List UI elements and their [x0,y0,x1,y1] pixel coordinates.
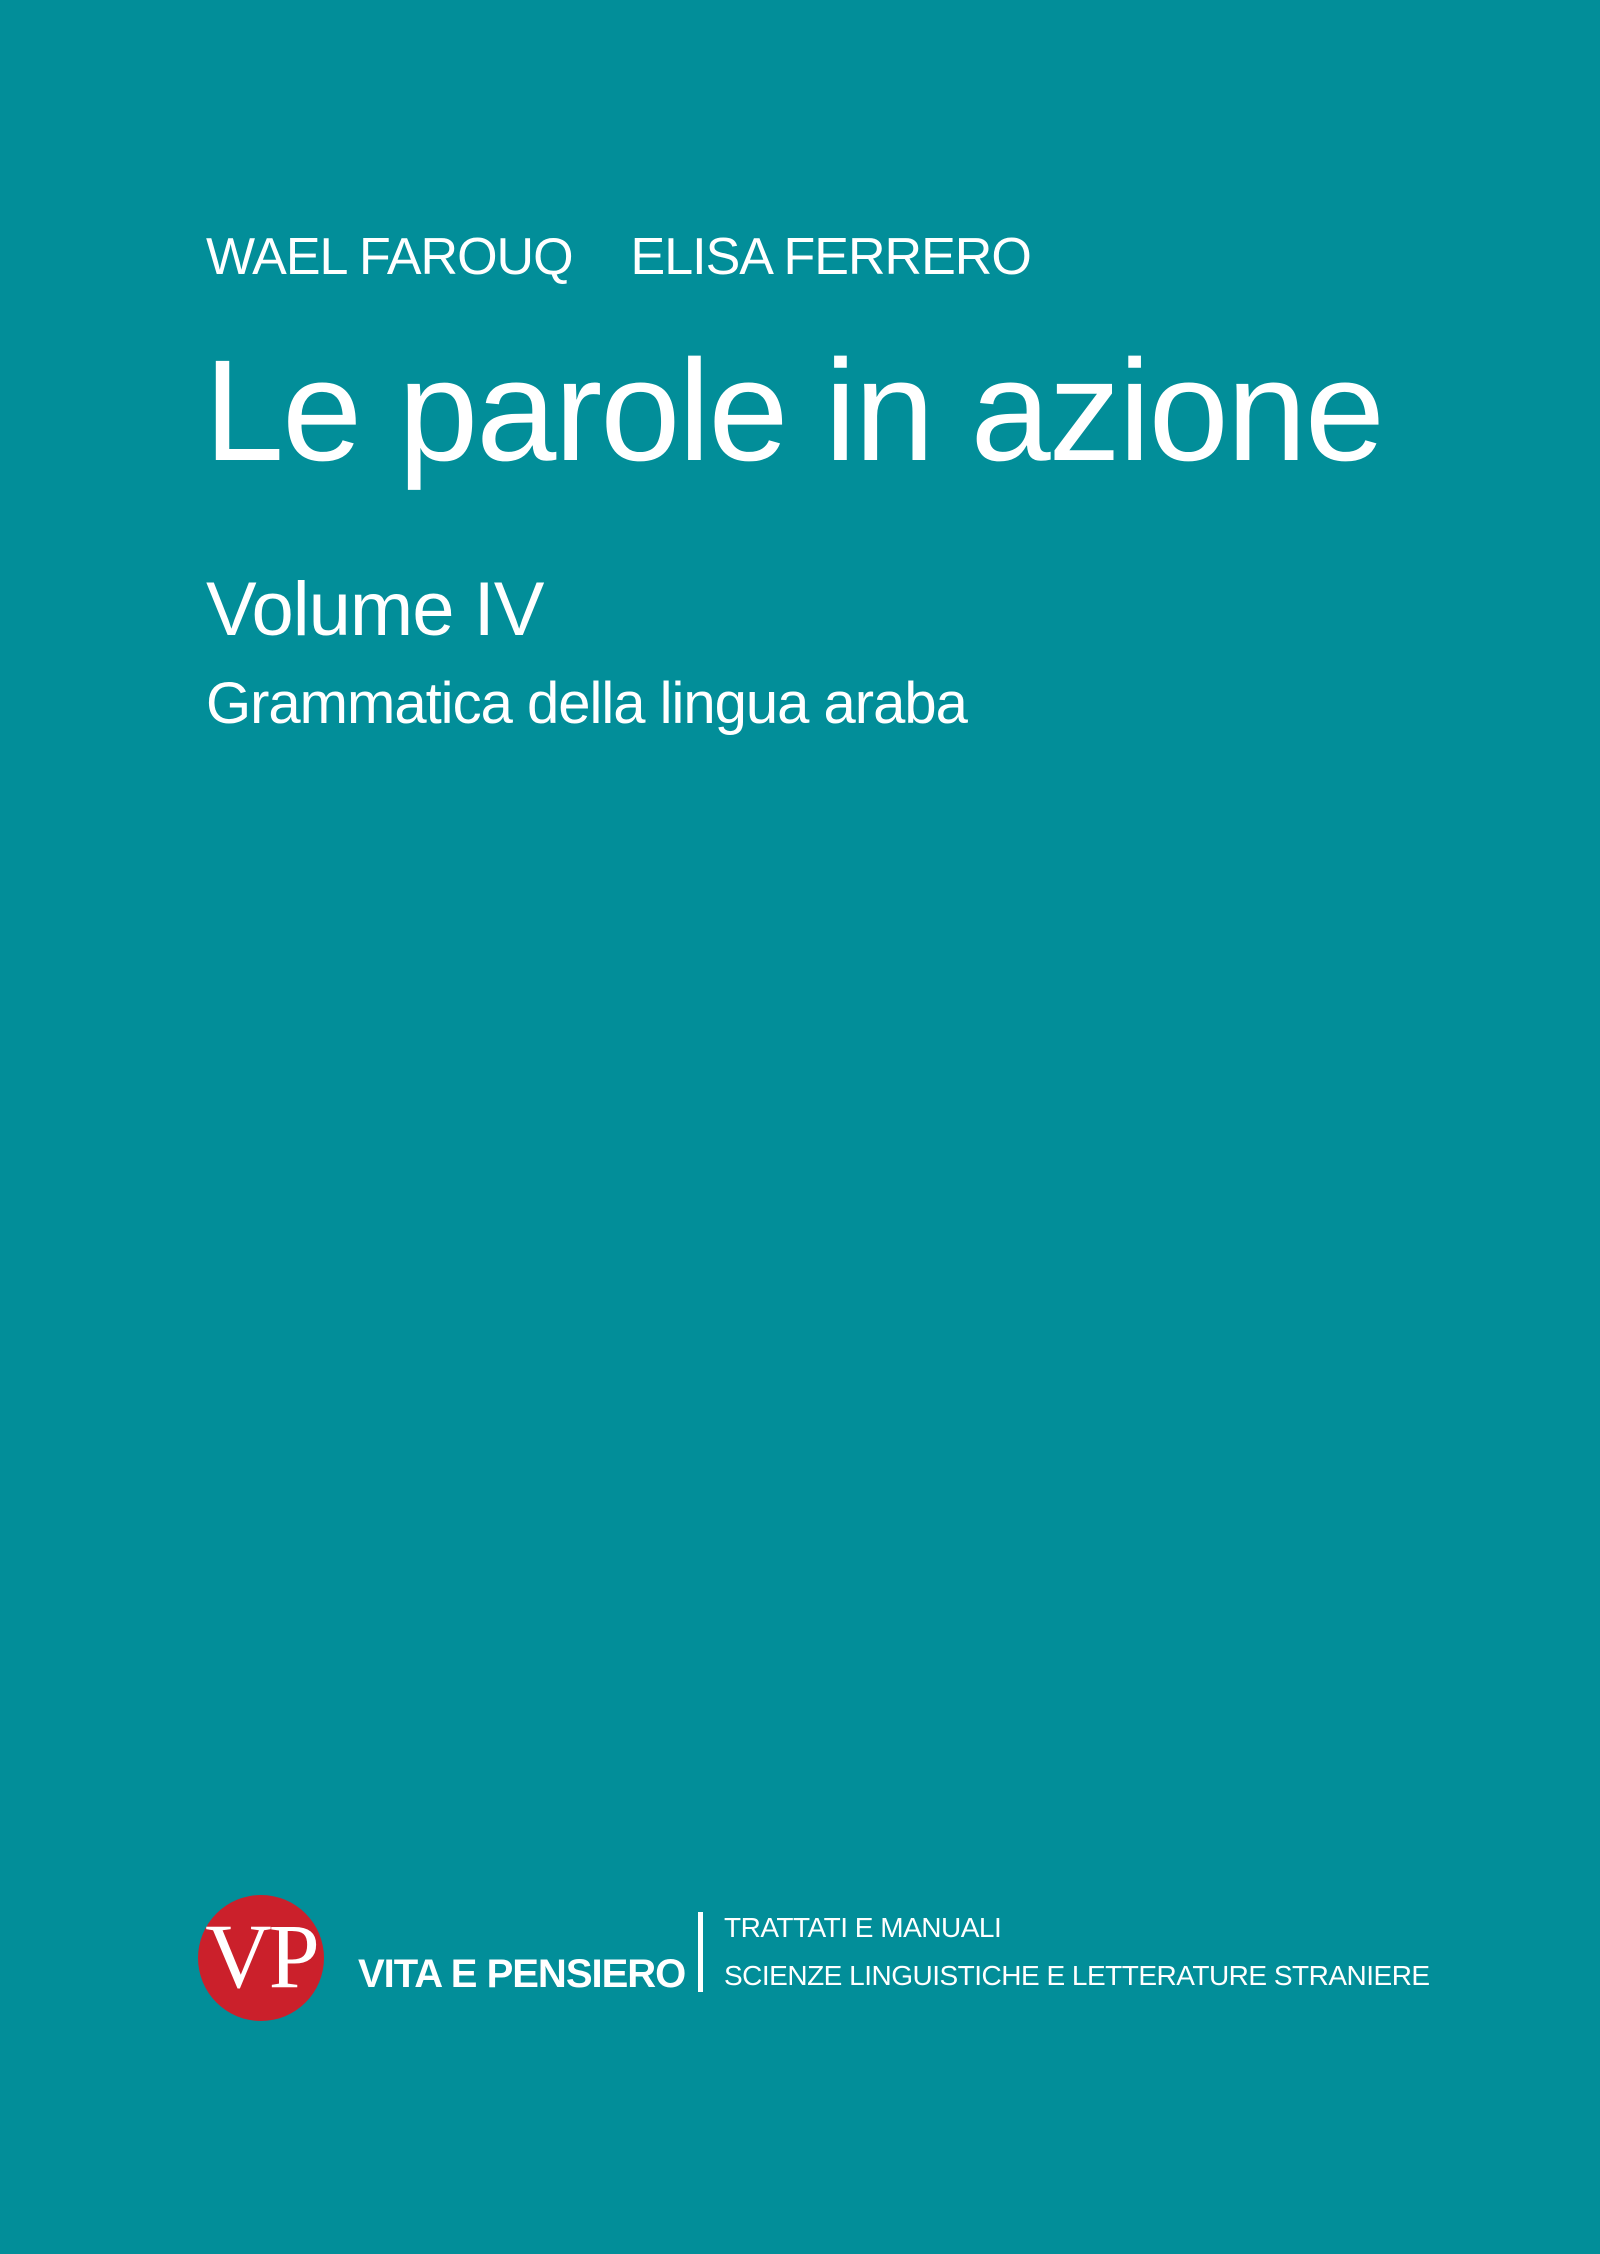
authors-line [206,228,1031,286]
series-subtitle: SCIENZE LINGUISTICHE E LETTERATURE STRANIERE [724,1960,1430,1991]
book-subtitle: Grammatica della lingua araba [206,671,967,736]
series-divider [698,1912,703,1992]
author-name: ELISA FERRERO [630,228,1031,286]
author-name: WAEL FAROUQ [206,228,573,286]
book-title: Le parole in azione [204,330,1383,491]
volume-label: Volume IV [206,567,544,652]
vp-monogram-icon: VP [205,1905,317,2007]
publisher-logo [198,1895,324,2021]
publisher-name: VITA E PENSIERO [358,1952,686,1996]
series-title: TRATTATI E MANUALI [724,1912,1002,1943]
